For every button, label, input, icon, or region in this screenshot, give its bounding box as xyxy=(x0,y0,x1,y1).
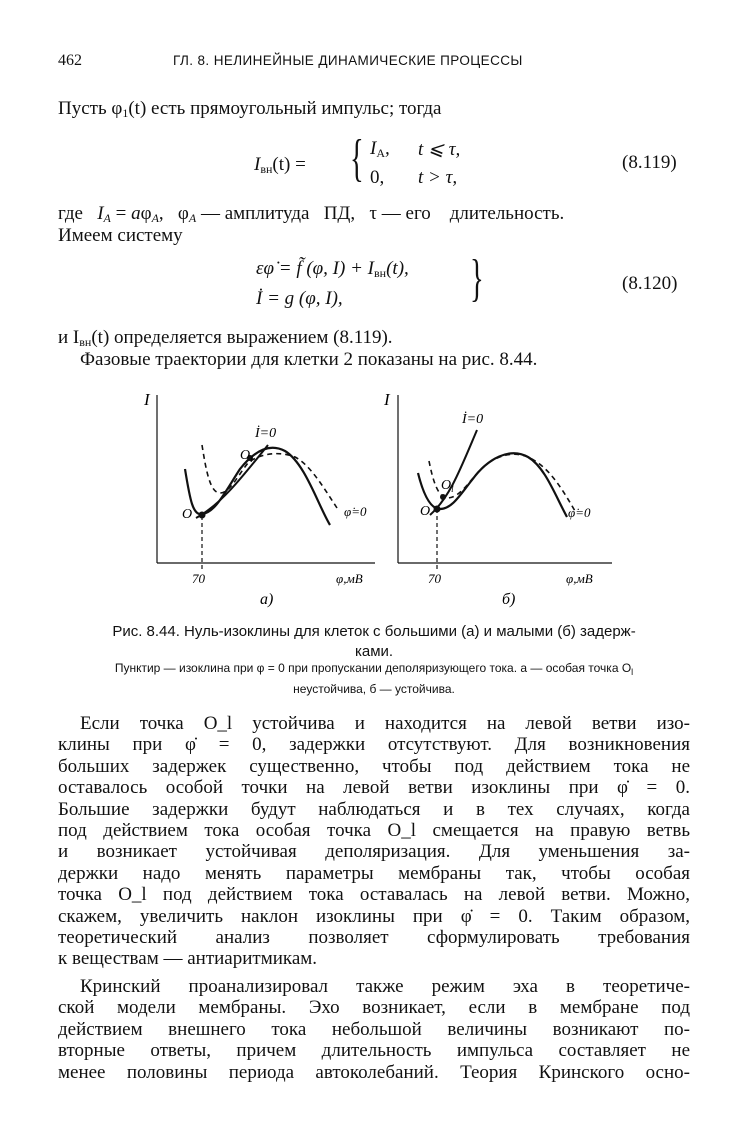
after-text-sub: вн xyxy=(79,335,92,349)
eq120-row1: εφ̇ = f̃ (φ, I) + I xyxy=(256,258,374,279)
eq119-lhs-arg: (t) = xyxy=(272,154,306,175)
para2-line: ской модели мембраны. Эхо возникает, если в мембране под xyxy=(58,997,690,1019)
panel-a xyxy=(143,390,375,608)
panel-b-x-label: φ,мВ xyxy=(566,571,593,586)
where-line-2: Имеем систему xyxy=(58,225,183,246)
para1-line: точка O_l под действием тока оставалась на левой ветви. Можно, xyxy=(58,884,690,906)
panel-a-point-O xyxy=(199,512,206,519)
panel-b xyxy=(383,390,612,608)
panel-b-point-O xyxy=(434,506,441,513)
paragraph-2 xyxy=(58,976,690,1083)
panel-a-letter: а) xyxy=(260,591,274,608)
eq119-case2-value: 0, xyxy=(370,167,385,188)
para1-line: больших задержек существенно, чтобы под действием тока не xyxy=(58,755,690,777)
eq119-number: (8.119) xyxy=(622,152,677,173)
panel-b-idot-label: İ=0 xyxy=(462,412,484,427)
para2-line: менее половины периода автоколебаний. Теория Кринского осно- xyxy=(58,1061,690,1083)
para1-line: оставалось особой точки на левой ветви изоклины при φ̇ = 0. xyxy=(58,777,690,799)
para1-line: клины при φ̇ = 0, задержки отсутствуют. Для возникновения xyxy=(58,734,690,756)
eq119-case1-sub: A xyxy=(376,146,385,160)
para2-line: действием внешнего тока небольшой величины возникают по- xyxy=(58,1018,690,1040)
eq119-lhs: I xyxy=(254,154,261,175)
figure-caption xyxy=(58,622,690,662)
eq120-row1-sub: вн xyxy=(374,266,387,280)
after-text-b: (t) определяется выражением (8.119). xyxy=(91,327,393,348)
caption-line-2: ками. xyxy=(354,643,394,660)
para1-line: Большие задержки будут наблюдаться и в тех случаях, когда xyxy=(58,798,690,820)
note-line-2: неустойчива, б — устойчива. xyxy=(293,682,455,696)
eq120-row2: İ = g (φ, I), xyxy=(256,288,343,309)
note-line-1: Пунктир — изоклина при φ = 0 при пропускании деполяризующего тока. а — особая точка $O_l$ xyxy=(114,661,634,677)
after-text-a: и I xyxy=(58,327,80,348)
caption-line-1: Рис. 8.44. Нуль-изоклины для клеток с большими (а) и малыми (б) задерж- xyxy=(112,623,636,640)
after-line-1 xyxy=(58,327,393,350)
panel-b-tick-label: 70 xyxy=(428,571,441,586)
intro-text-a: Пусть φ xyxy=(58,98,123,119)
para1-line: Если точка O_l устойчива и находится на левой ветви изо- xyxy=(80,713,690,734)
panel-b-Ol-label: $O_l$ xyxy=(441,478,454,494)
eq119-lhs-sub: вн xyxy=(260,162,273,176)
panel-b-O-label: O xyxy=(420,504,431,519)
para1-line: под действием тока особая точка O_l смещается на правую ветвь xyxy=(58,820,690,842)
para1-line: держки надо менять параметры мембраны так, чтобы особая xyxy=(58,862,690,884)
eq120-brace: } xyxy=(470,250,484,307)
para1-line: скажем, увеличить наклон изоклины при φ̇ = 0. Таким образом, xyxy=(58,905,690,927)
para2-line: вторные ответы, причем длительность импульса составляет не xyxy=(58,1040,690,1062)
panel-b-letter: б) xyxy=(502,591,516,608)
eq119-case1-value: I xyxy=(370,138,377,159)
para2-line: Кринский проанализировал также режим эха в теоретиче- xyxy=(80,976,690,997)
panel-a-O-label: O xyxy=(182,507,193,522)
panel-a-idot-label: İ=0 xyxy=(255,426,277,441)
page-header xyxy=(58,52,690,74)
running-title: ГЛ. 8. НЕЛИНЕЙНЫЕ ДИНАМИЧЕСКИЕ ПРОЦЕССЫ xyxy=(173,53,523,68)
page-number: 462 xyxy=(58,52,82,69)
panel-b-y-label: I xyxy=(384,390,390,409)
panel-a-phidot-label: φ̇=0 xyxy=(344,504,367,519)
panel-a-y-label: I xyxy=(144,390,150,409)
figure-note xyxy=(58,660,690,698)
where-line: где $I_A = a\varphi_A$, $\varphi_A$ — амплитуда ПД, τ — его длительность. xyxy=(58,203,565,225)
para1-line: и возникает устойчивая деполяризация. Для уменьшения за- xyxy=(58,841,690,863)
para1-line: к веществам — антиаритмикам. xyxy=(58,948,318,970)
eq119-brace: { xyxy=(350,130,364,187)
eq120-number: (8.120) xyxy=(622,273,678,294)
panel-b-point-Ol xyxy=(440,494,446,500)
after-line-2: Фазовые траектории для клетки 2 показаны на рис. 8.44. xyxy=(80,349,538,370)
intro-line: Пусть $\varphi_1(t)$ есть прямоугольный импульс; тогда xyxy=(58,98,442,120)
paragraph-1 xyxy=(58,713,690,970)
panel-b-phidot-label: φ̇=0 xyxy=(568,505,591,520)
eq119-case1-cond: t ⩽ τ, xyxy=(418,139,461,160)
panel-a-x-label: φ,мВ xyxy=(336,571,363,586)
eq119-case2-cond: t > τ, xyxy=(418,167,458,188)
figure-8-44 xyxy=(130,385,630,615)
panel-a-Ol-label: $O_l$ xyxy=(240,448,253,464)
intro-text-b: (t) есть прямоугольный импульс; тогда xyxy=(128,98,442,119)
panel-a-tick-label: 70 xyxy=(192,571,205,586)
eq120-row1-end: (t), xyxy=(386,258,409,279)
para1-line: теоретический анализ позволяет сформулировать требования xyxy=(58,927,690,949)
